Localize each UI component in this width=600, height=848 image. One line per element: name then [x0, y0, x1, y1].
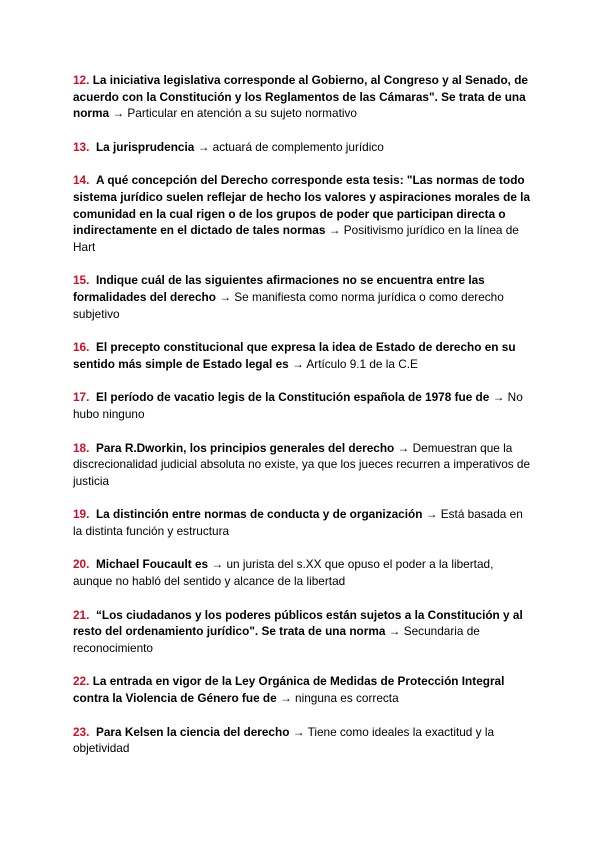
answer-text: Artículo 9.1 de la C.E: [306, 356, 418, 371]
question-item-16: [73, 339, 533, 372]
answer-text: actuará de complemento jurídico: [212, 139, 384, 154]
question-text: La iniciativa legislativa corresponde al Gobierno, al Congreso y al Senado, de acuerdo con la Constitución y los Reglamentos de las Cámaras". Se trata de una norma: [73, 73, 528, 121]
answer-text: Particular en atención a su sujeto normativo: [127, 106, 357, 121]
question-number: 13.: [73, 139, 90, 154]
question-text: Para Kelsen la ciencia del derecho: [95, 724, 290, 739]
question-text: La entrada en vigor de la Ley Orgánica de Medidas de Protección Integral contra la Violencia de Género fue de: [73, 674, 505, 706]
question-text: Para R.Dworkin, los principios generales del derecho: [95, 440, 395, 455]
arrow-icon: →: [328, 223, 341, 238]
arrow-icon: →: [112, 106, 125, 121]
answer-text: un jurista del s.XX que opuso el poder a la libertad, aunque no habló del sentido y alcance de la libertad: [73, 557, 494, 589]
question-item-19: [73, 506, 533, 539]
question-item-20: [73, 556, 533, 589]
answer-text: Se manifiesta como norma jurídica o como derecho subjetivo: [73, 289, 504, 321]
question-number: 20.: [73, 557, 90, 572]
question-item-15: [73, 272, 533, 322]
arrow-icon: →: [492, 390, 505, 405]
question-text: La distinción entre normas de conducta y de organización: [95, 507, 423, 522]
question-list: [73, 72, 533, 774]
arrow-icon: →: [211, 557, 224, 572]
answer-text: Está basada en la distinta función y estructura: [73, 507, 523, 538]
answer-text: Secundaria de reconocimiento: [73, 624, 480, 655]
answer-text: Tiene como ideales la exactitud y la objetividad: [73, 724, 495, 756]
question-text: La jurisprudencia: [95, 139, 195, 154]
question-item-14: [73, 172, 533, 255]
answer-text: Positivismo jurídico en la línea de Hart: [73, 223, 519, 254]
question-item-22: [73, 673, 533, 706]
question-text: A qué concepción del Derecho corresponde esta tesis: "Las normas de todo sistema jurídico suelen reflejar de hecho los valores y aspiraciones morales de la comunidad en la cual rigen o de los grupos de poder que participan directa o indirectamente en el dictado de tales normas: [73, 173, 531, 238]
question-text: “Los ciudadanos y los poderes públicos están sujetos a la Constitución y al resto del ordenamiento jurídico". Se trata de una norma: [73, 607, 523, 639]
arrow-icon: →: [292, 724, 305, 739]
question-number: 21.: [73, 607, 90, 622]
arrow-icon: →: [388, 624, 401, 639]
arrow-icon: →: [219, 289, 231, 304]
question-item-21: [73, 607, 533, 657]
question-number: 12.: [73, 73, 90, 87]
question-number: 18.: [73, 440, 90, 455]
question-text: El precepto constitucional que expresa la idea de Estado de derecho en su sentido más simple de Estado legal es: [73, 340, 516, 371]
arrow-icon: →: [397, 440, 410, 455]
question-text: Indique cuál de las siguientes afirmaciones no se encuentra entre las formalidades del derecho: [73, 273, 485, 304]
arrow-icon: →: [197, 139, 210, 154]
question-item-18: [73, 440, 533, 490]
question-text: Michael Foucault es: [95, 557, 209, 572]
question-number: 19.: [73, 507, 90, 522]
question-item-13: [73, 139, 533, 156]
question-number: 17.: [73, 390, 90, 405]
question-item-23: [73, 724, 533, 757]
answer-text: ninguna es correcta: [295, 691, 399, 706]
answer-text: Demuestran que la discrecionalidad judicial absoluta no existe, ya que los jueces recurren a imperativos de justicia: [73, 440, 531, 488]
question-text: El período de vacatio legis de la Constitución española de 1978 fue de: [95, 390, 490, 405]
answer-text: No hubo ninguno: [73, 390, 523, 421]
question-number: 22.: [73, 674, 90, 689]
question-item-12: [73, 72, 533, 122]
arrow-icon: →: [279, 691, 292, 706]
arrow-icon: →: [425, 507, 438, 522]
question-number: 23.: [73, 724, 90, 739]
question-number: 14.: [73, 173, 90, 188]
question-number: 16.: [73, 340, 90, 355]
question-number: 15.: [73, 273, 90, 288]
question-item-17: [73, 389, 533, 422]
arrow-icon: →: [291, 356, 304, 371]
